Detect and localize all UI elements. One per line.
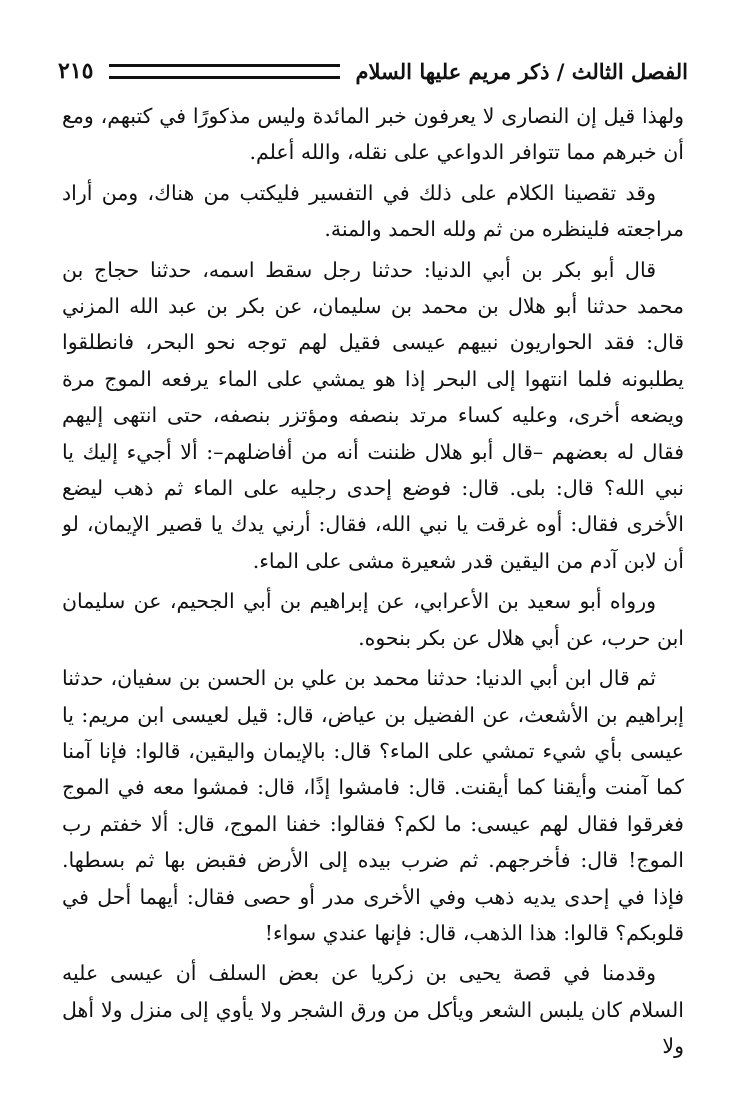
paragraph: ثم قال ابن أبي الدنيا: حدثنا محمد بن علي بن الحسن بن سفيان، حدثنا إبراهيم بن الأشعث، عن الفضيل بن عياض، قال: قيل لعيسى ابن مريم: يا عيسى بأي شيء تمشي على الماء؟ قال: بالإيمان واليقين، قالوا: فإنا آمنا كما آمنت وأيقنا كما أيقنت. قال: فامشوا إذًا، قال: فمشوا معه في الموج فغرقوا فقال لهم عيسى: ما لكم؟ فقالوا: خفنا الموج، قال: ألا خفتم رب الموج! قال: فأخرجهم. ثم ضرب بيده إلى الأرض فقبض بها ثم بسطها. فإذا في إحدى يديه ذهب وفي الأخرى مدر أو حصى فقال: أيهما أحل في قلوبكم؟ قالوا: هذا الذهب، قال: فإنها عندي سواء! bbox=[62, 666, 684, 945]
page-number: ٢١٥ bbox=[58, 58, 94, 84]
running-header bbox=[58, 50, 688, 92]
body-text bbox=[62, 98, 684, 1087]
paragraph: ورواه أبو سعيد بن الأعرابي، عن إبراهيم بن أبي الجحيم، عن سليمان ابن حرب، عن أبي هلال عن بكر بنحوه. bbox=[62, 589, 684, 650]
header-double-rule bbox=[109, 64, 339, 79]
chapter-title: الفصل الثالث / ذكر مريم عليها السلام bbox=[355, 58, 688, 84]
paragraph: قال أبو بكر بن أبي الدنيا: حدثنا رجل سقط اسمه، حدثنا حجاج بن محمد حدثنا أبو هلال بن محمد بن سليمان، عن بكر بن عبد الله المزني قال: فقد الحواريون نبيهم عيسى فقيل لهم توجه نحو البحر، فانطلقوا يطلبونه فلما انتهوا إلى البحر إذا هو يمشي على الماء يرفعه الموج مرة ويضعه أخرى، وعليه كساء مرتد بنصفه ومؤتزر بنصفه، حتى انتهى إليهم فقال له بعضهم –قال أبو هلال ظننت أنه من أفاضلهم–: ألا أجيء إليك يا نبي الله؟ قال: بلى. قال: فوضع إحدى رجليه على الماء ثم ذهب ليضع الأخرى فقال: أوه غرقت يا نبي الله، فقال: أرني يدك يا قصير الإيمان، لو أن لابن آدم من اليقين قدر شعيرة مشى على الماء. bbox=[62, 257, 684, 573]
paragraph: وقدمنا في قصة يحيى بن زكريا عن بعض السلف أن عيسى عليه السلام كان يلبس الشعر ويأكل من ورق الشجر ولا يأوي إلى منزل ولا أهل ولا bbox=[62, 961, 684, 1059]
paragraph: ولهذا قيل إن النصارى لا يعرفون خبر المائدة وليس مذكورًا في كتبهم، ومع أن خبرهم مما تتوافر الدواعي على نقله، والله أعلم. bbox=[62, 104, 684, 165]
paragraph: وقد تقصينا الكلام على ذلك في التفسير فليكتب من هناك، ومن أراد مراجعته فلينظره من ثم ولله الحمد والمنة. bbox=[62, 180, 684, 242]
